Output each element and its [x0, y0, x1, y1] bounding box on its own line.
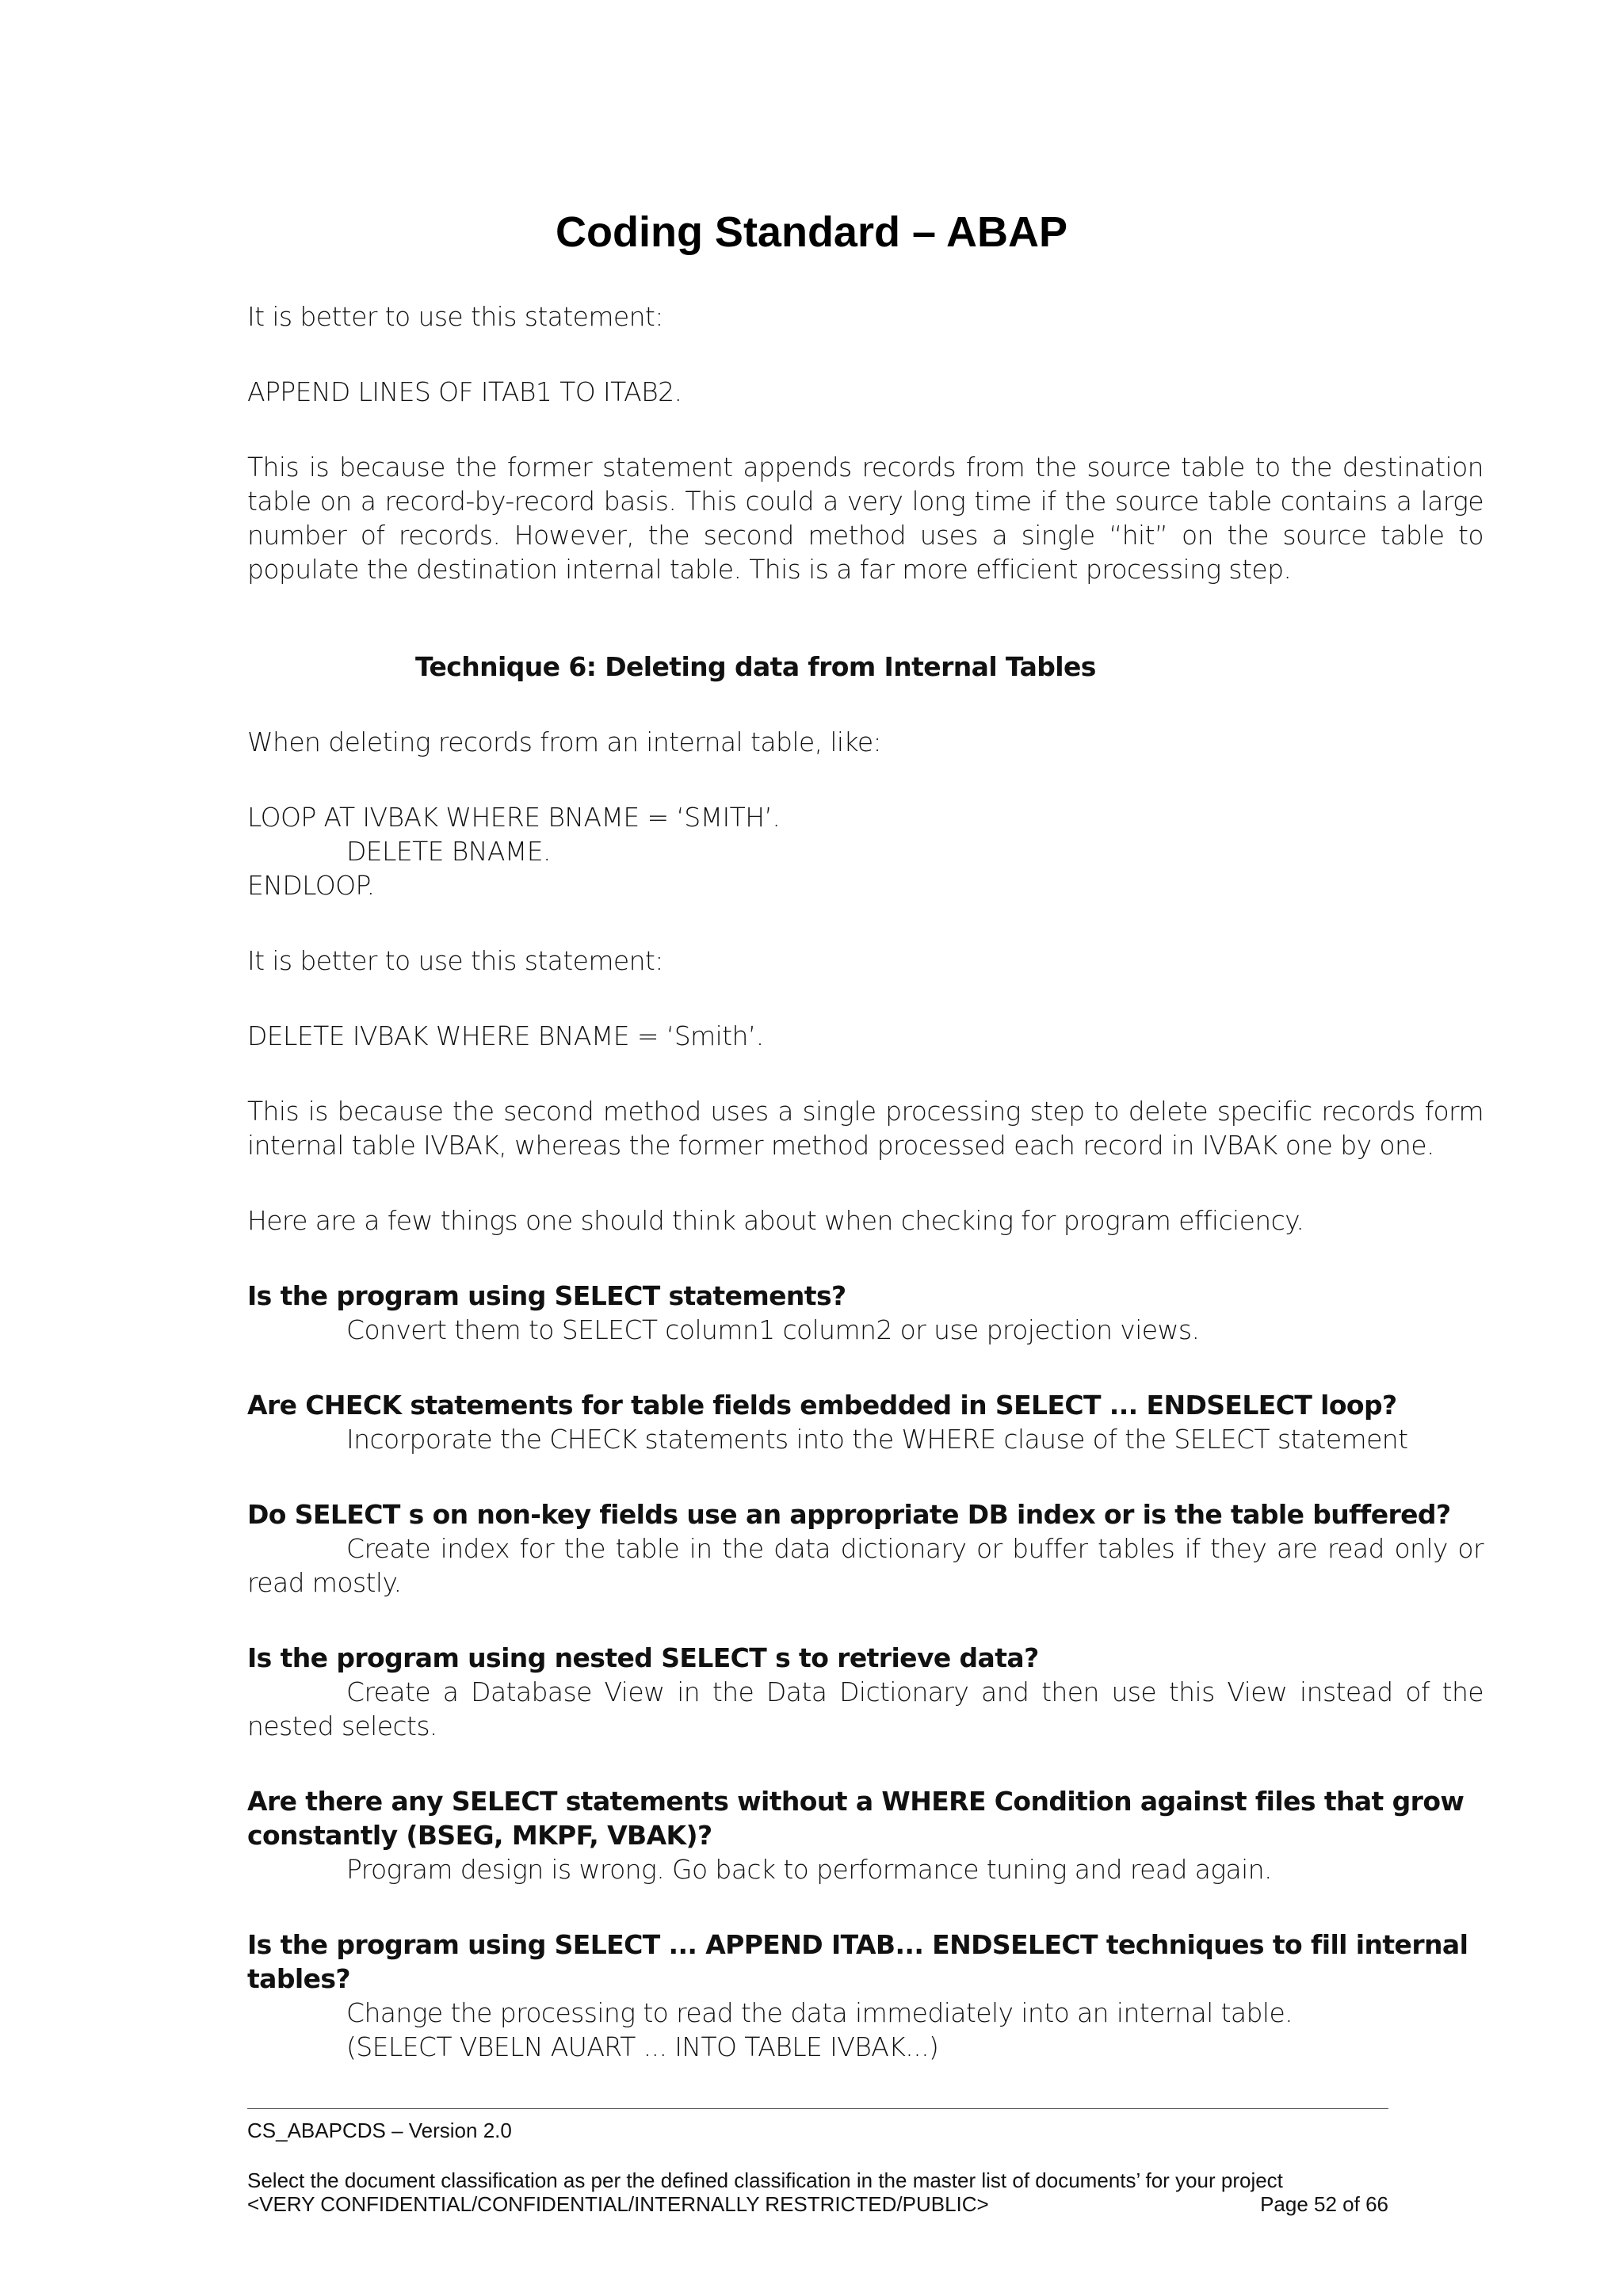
check-question: Is the program using SELECT ... APPEND ITAB... ENDSELECT techniques to fill internal tables? [247, 1929, 1468, 1994]
check-item [247, 1641, 1484, 1743]
code-line: ENDLOOP. [247, 870, 375, 901]
footer-classification [247, 2168, 1388, 2216]
code-block [247, 800, 1484, 902]
check-item [247, 1497, 1484, 1600]
code-line: DELETE BNAME. [346, 836, 551, 867]
check-question: Are CHECK statements for table fields embedded in SELECT ... ENDSELECT loop? [247, 1390, 1397, 1421]
check-answer: Change the processing to read the data immediately into an internal table. [346, 1997, 1293, 2028]
check-question: Do SELECT s on non-key fields use an appropriate DB index or is the table buffered? [247, 1499, 1451, 1530]
footer-divider [247, 2108, 1388, 2109]
code-line: LOOP AT IVBAK WHERE BNAME = ‘SMITH’. [247, 802, 781, 833]
check-answer: Program design is wrong. Go back to performance tuning and read again. [346, 1854, 1272, 1885]
check-answer: Create a Database View in the Data Dictionary and then use this View instead of the nested selects. [247, 1676, 1484, 1741]
check-answer: Convert them to SELECT column1 column2 or use projection views. [346, 1314, 1200, 1345]
paragraph: This is because the second method uses a single processing step to delete specific records form internal table IVBAK, whereas the former method processed each record in IVBAK one by one. [247, 1096, 1484, 1161]
footer-row [247, 2192, 1388, 2216]
code-line: DELETE IVBAK WHERE BNAME = ‘Smith’. [247, 1020, 764, 1051]
classification-note: Select the document classification as per the defined classification in the master list of documents’ for your project [247, 2168, 1283, 2192]
paragraph: When deleting records from an internal table, like: [247, 727, 882, 757]
paragraph: Here are a few things one should think about when checking for program efficiency. [247, 1205, 1304, 1236]
check-item [247, 1279, 1484, 1347]
section-heading: Technique 6: Deleting data from Internal Tables [415, 651, 1096, 682]
check-answer-code: (SELECT VBELN AUART ... INTO TABLE IVBAK...) [346, 2031, 939, 2062]
check-item [247, 1388, 1484, 1456]
check-answer: Create index for the table in the data dictionary or buffer tables if they are read only or read mostly. [247, 1533, 1484, 1598]
check-question: Is the program using SELECT statements? [247, 1280, 846, 1311]
check-question: Is the program using nested SELECT s to retrieve data? [247, 1642, 1039, 1673]
classification-levels: <VERY CONFIDENTIAL/CONFIDENTIAL/INTERNALLY RESTRICTED/PUBLIC> [247, 2192, 989, 2216]
check-answer: Incorporate the CHECK statements into the WHERE clause of the SELECT statement [346, 1424, 1408, 1455]
code-line: APPEND LINES OF ITAB1 TO ITAB2. [247, 376, 682, 407]
document-body [247, 299, 1484, 2064]
paragraph: This is because the former statement appends records from the source table to the destination table on a record-by-record basis. This could a very long time if the source table contains a large number of records. However, the second method uses a single “hit” on the source table to populate the destination internal table. This is a far more efficient processing step. [247, 452, 1484, 585]
page-title: Coding Standard – ABAP [555, 208, 1068, 256]
paragraph: It is better to use this statement: [247, 301, 663, 332]
footer-version: CS_ABAPCDS – Version 2.0 [247, 2119, 512, 2142]
page-number: Page 52 of 66 [1260, 2192, 1388, 2216]
paragraph: It is better to use this statement: [247, 945, 663, 976]
check-item [247, 1928, 1484, 2064]
check-question: Are there any SELECT statements without a WHERE Condition against files that grow constantly (BSEG, MKPF, VBAK)? [247, 1786, 1465, 1851]
check-item [247, 1784, 1484, 1886]
